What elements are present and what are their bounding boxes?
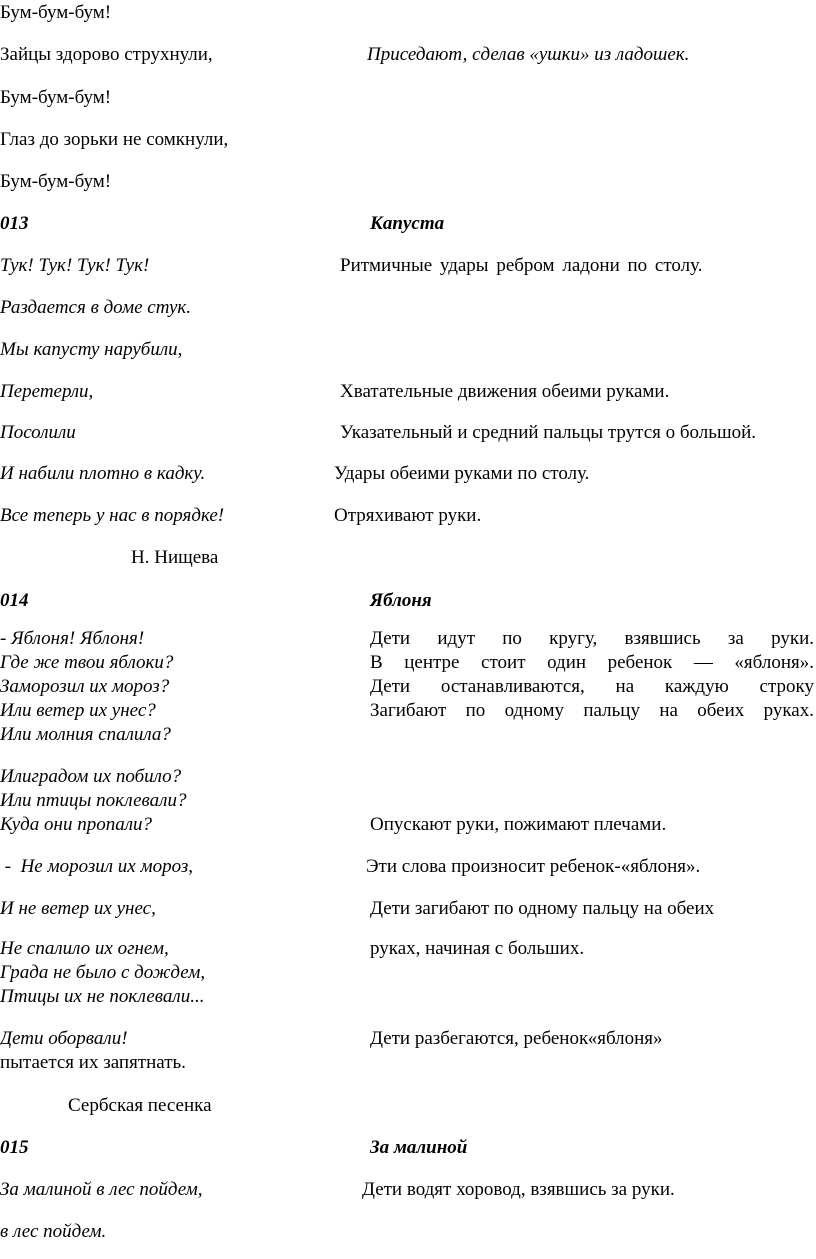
author-credit: Сербская песенка xyxy=(68,1095,212,1116)
action-note: руках, начиная с больших. xyxy=(370,938,585,959)
action-note: Приседают, сделав «ушки» из ладошек. xyxy=(367,44,690,65)
poem-line: Зайцы здорово струхнули, xyxy=(0,44,213,65)
poem-line: в лес пойдем. xyxy=(0,1221,107,1242)
action-note: Дети идут по кругу, взявшись за руки. xyxy=(370,628,814,649)
poem-line: Бум-бум-бум! xyxy=(0,2,112,23)
section-title: Капуста xyxy=(370,213,445,234)
poem-line: Заморозил их мороз? xyxy=(0,676,170,697)
action-note: Указательный и средний пальцы трутся о большой. xyxy=(340,422,756,443)
section-title: За малиной xyxy=(370,1137,468,1158)
poem-line: Глаз до зорьки не сомкнули, xyxy=(0,129,229,150)
poem-line: Посолили xyxy=(0,422,76,443)
action-note: Удары обеими руками по столу. xyxy=(334,463,590,484)
poem-line: Все теперь у нас в порядке! xyxy=(0,505,225,526)
poem-line: И не ветер их унес, xyxy=(0,898,156,919)
author-credit: Н. Нищева xyxy=(131,547,219,568)
action-note: Отряхивают руки. xyxy=(334,505,482,526)
section-title: Яблоня xyxy=(370,590,432,611)
poem-line: Тук! Тук! Тук! Тук! xyxy=(0,255,150,276)
action-note: Загибают по одному пальцу на обеих руках. xyxy=(370,700,814,721)
poem-line: - Не морозил их мороз, xyxy=(0,856,194,877)
action-note: Дети останавливаются, на каждую строку xyxy=(370,676,814,697)
section-number: 015 xyxy=(0,1137,29,1158)
poem-line: Мы капусту нарубили, xyxy=(0,339,183,360)
section-number: 014 xyxy=(0,590,29,611)
poem-line: И набили плотно в кадку. xyxy=(0,463,206,484)
section-number: 013 xyxy=(0,213,29,234)
action-note: Дети разбегаются, ребенок«яблоня» xyxy=(370,1028,663,1049)
poem-line: Куда они пропали? xyxy=(0,814,152,835)
action-note: Хватательные движения обеими руками. xyxy=(340,381,670,402)
action-note: Ритмичные удары ребром ладони по столу. xyxy=(340,255,703,276)
action-note: Дети водят хоровод, взявшись за руки. xyxy=(362,1179,675,1200)
poem-line: Бум-бум-бум! xyxy=(0,87,112,108)
poem-line: За малиной в лес пойдем, xyxy=(0,1179,203,1200)
poem-line: Или ветер их унес? xyxy=(0,700,156,721)
poem-line: Града не было с дождем, xyxy=(0,962,206,983)
action-note: В центре стоит один ребенок — «яблоня». xyxy=(370,652,814,673)
poem-line: Раздается в доме стук. xyxy=(0,297,192,318)
poem-line: Где же твои яблоки? xyxy=(0,652,174,673)
poem-line: Или птицы поклевали? xyxy=(0,790,187,811)
poem-line: Не спалило их огнем, xyxy=(0,938,169,959)
action-note: Опускают руки, пожимают плечами. xyxy=(370,814,667,835)
poem-line: Перетерли, xyxy=(0,381,94,402)
poem-line: - Яблоня! Яблоня! xyxy=(0,628,145,649)
poem-line: Или молния спалила? xyxy=(0,724,171,745)
action-note: пытается их запятнать. xyxy=(0,1052,186,1073)
action-note: Дети загибают по одному пальцу на обеих xyxy=(370,898,715,919)
action-note: Эти слова произносит ребенок-«яблоня». xyxy=(366,856,701,877)
poem-line: Птицы их не поклевали... xyxy=(0,986,205,1007)
poem-line: Бум-бум-бум! xyxy=(0,171,112,192)
poem-line: Дети оборвали! xyxy=(0,1028,128,1049)
poem-line: Илиградом их побило? xyxy=(0,766,182,787)
